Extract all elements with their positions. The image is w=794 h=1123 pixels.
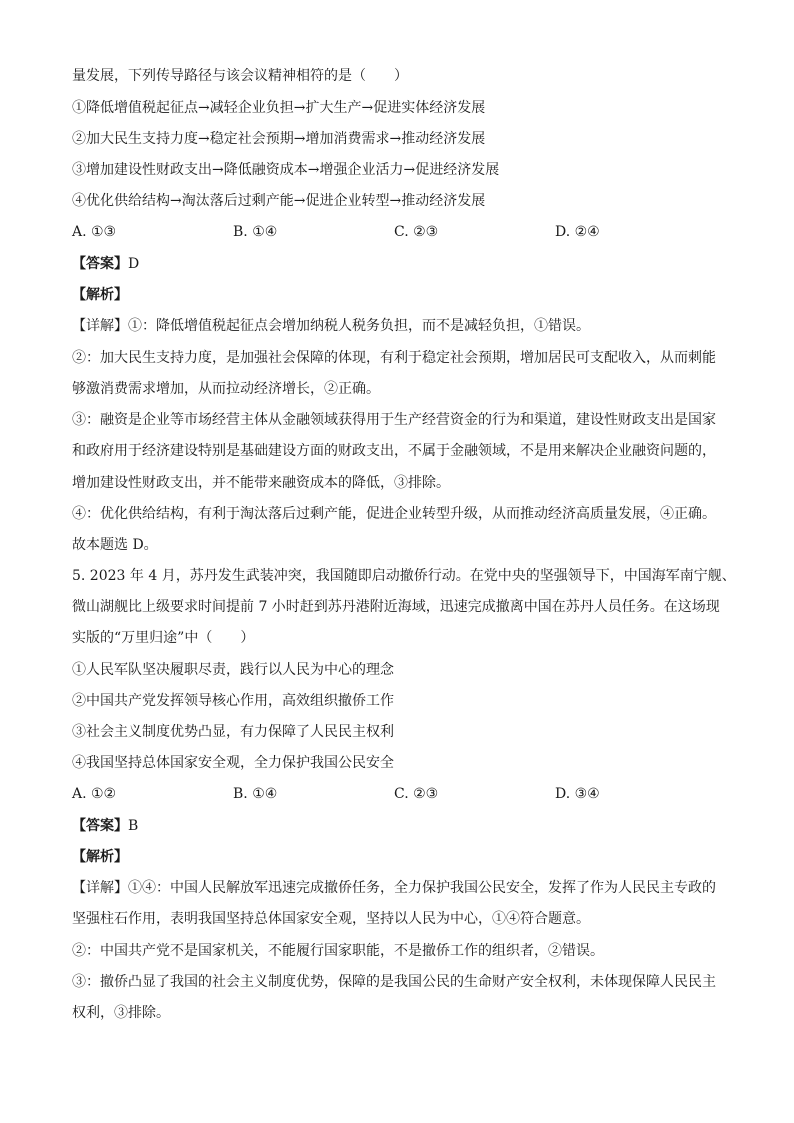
question-stem: 5. 2023 年 4 月，苏丹发生武装冲突，我国随即启动撤侨行动。在党中央的坚强领导下，中国海军南宁舰、 <box>72 568 736 584</box>
analysis-detail-line: ③：撤侨凸显了我国的社会主义制度优势，保障的是我国公民的生命财产安全权利，未体现保障人民民主 <box>72 974 716 990</box>
analysis-detail-line: 【详解】①④：中国人民解放军迅速完成撤侨任务，全力保护我国公民安全，发挥了作为人民民主专政的 <box>72 880 716 896</box>
answer-line <box>72 254 139 274</box>
analysis-label: 【解析】 <box>72 849 128 865</box>
question-item: ③增加建设性财政支出→降低融资成本→增强企业活力→促进经济发展 <box>72 162 500 178</box>
question-stem-tail: 量发展，下列传导路径与该会议精神相符的是（ ） <box>72 68 408 84</box>
answer-value: B <box>128 818 139 834</box>
option-b: B. ①④ <box>233 224 278 240</box>
analysis-label: 【解析】 <box>72 287 128 303</box>
option-b: B. ①④ <box>233 786 278 802</box>
analysis-detail-line: 【详解】①：降低增值税起征点会增加纳税人税务负担，而不是减轻负担，①错误。 <box>72 318 590 334</box>
analysis-detail-line: ④：优化供给结构，有利于淘汰落后过剩产能，促进企业转型升级，从而推动经济高质量发展，④正确。 <box>72 506 716 522</box>
question-stem: 实版的“万里归途”中（ ） <box>72 630 255 646</box>
analysis-detail-line: ②：加大民生支持力度，是加强社会保障的体现，有利于稳定社会预期，增加居民可支配收入，从而刺能 <box>72 350 716 366</box>
option-a: A. ①③ <box>72 224 117 240</box>
analysis-detail-line: 权利，③排除。 <box>72 1005 170 1021</box>
question-item: ③社会主义制度优势凸显，有力保障了人民民主权利 <box>72 724 394 740</box>
question-item: ④优化供给结构→淘汰落后过剩产能→促进企业转型→推动经济发展 <box>72 193 486 209</box>
analysis-detail-line: 故本题选 D。 <box>72 537 158 553</box>
option-c: C. ②③ <box>394 224 439 240</box>
option-d: D. ②④ <box>555 224 600 240</box>
analysis-detail-line: 坚强柱石作用，表明我国坚持总体国家安全观，坚持以人民为中心，①④符合题意。 <box>72 911 590 927</box>
question-item: ②加大民生支持力度→稳定社会预期→增加消费需求→推动经济发展 <box>72 131 486 147</box>
analysis-detail-line: ③：融资是企业等市场经营主体从金融领域获得用于生产经营资金的行为和渠道，建设性财政支出是国家 <box>72 412 716 428</box>
analysis-detail-line: 够激消费需求增加，从而拉动经济增长，②正确。 <box>72 381 380 397</box>
option-c: C. ②③ <box>394 786 439 802</box>
analysis-detail-line: 和政府用于经济建设特别是基础建设方面的财政支出，不属于金融领域，不是用来解决企业融资问题的， <box>72 443 716 459</box>
option-a: A. ①② <box>72 786 117 802</box>
answer-value: D <box>128 256 140 272</box>
analysis-detail-line: 增加建设性财政支出，并不能带来融资成本的降低，③排除。 <box>72 475 450 491</box>
question-item: ①人民军队坚决履职尽责，践行以人民为中心的理念 <box>72 662 394 678</box>
question-item: ②中国共产党发挥领导核心作用，高效组织撤侨工作 <box>72 693 394 709</box>
option-d: D. ③④ <box>555 786 600 802</box>
question-stem: 微山湖舰比上级要求时间提前 7 小时赶到苏丹港附近海域，迅速完成撤离中国在苏丹人员任务。在这场现 <box>72 599 720 615</box>
answer-label: 【答案】 <box>72 818 128 834</box>
question-item: ①降低增值税起征点→减轻企业负担→扩大生产→促进实体经济发展 <box>72 100 486 116</box>
question-item: ④我国坚持总体国家安全观，全力保护我国公民安全 <box>72 755 394 771</box>
answer-label: 【答案】 <box>72 256 128 272</box>
answer-line <box>72 816 138 836</box>
analysis-detail-line: ②：中国共产党不是国家机关，不能履行国家职能，不是撤侨工作的组织者，②错误。 <box>72 943 604 959</box>
